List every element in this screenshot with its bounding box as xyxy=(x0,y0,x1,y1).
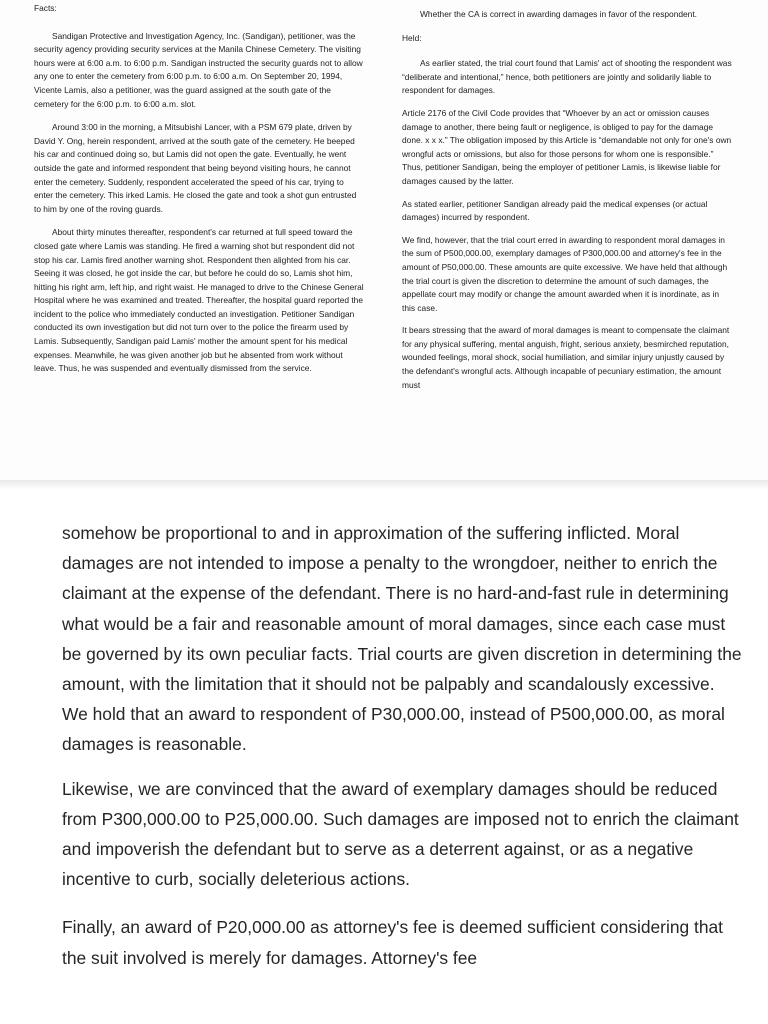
issue-paragraph: Whether the CA is correct in awarding damages in favor of the respondent. xyxy=(420,9,697,19)
page-separator xyxy=(0,480,768,490)
held-paragraph-5: It bears stressing that the award of moral damages is meant to compensate the claimant for any physical suffering, mental anguish, fright, serious anxiety, besmirched reputation, wounded feelings, moral shock, social humiliation, and similar injury unjustly caused by the defendant's wrongful acts. Although incapable of pecuniary estimation, the amount must xyxy=(402,325,730,390)
zoomed-paragraph-3: Finally, an award of P20,000.00 as attorney's fee is deemed sufficient considering that the suit involved is merely for damages. Attorney's fee xyxy=(62,917,724,968)
held-paragraph-1: As earlier stated, the trial court found that Lamis' act of shooting the respondent was “deliberate and intentional,” hence, both petitioners are jointly and solidarily liable to respondent for damages. xyxy=(402,58,732,96)
held-heading: Held: xyxy=(402,32,422,43)
facts-heading: Facts: xyxy=(34,3,57,13)
facts-paragraph-3: About thirty minutes thereafter, respondent's car returned at full speed toward the closed gate where Lamis was standing. He fired a warning shot but respondent did not stop his car. Lamis fired another warning shot. Respondent then alighted from his car. Seeing it was closed, he got inside the car, but before he could do so, Lamis shot him, hitting his right arm, left hip, and right waist. He managed to drive to the Chinese General Hospital where he was examined and treated. Thereafter, the hospital guard reported the incident to the police who immediately conducted an investigation. Petitioner Sandigan conducted its own investigation but did not turn over to the police the firearm used by Lamis. Subsequently, Sandigan paid Lamis' mother the amount spent for his medical expenses. Meanwhile, he was given another job but he absented from work without leave. Thus, he was suspended and eventually dismissed from the service. xyxy=(34,227,364,374)
right-column xyxy=(402,0,732,392)
held-paragraph-3: As stated earlier, petitioner Sandigan already paid the medical expenses (or actual damages) incurred by respondent. xyxy=(402,198,708,223)
left-column xyxy=(34,0,364,376)
zoomed-text-block xyxy=(62,518,742,973)
held-paragraph-2: Article 2176 of the Civil Code provides that “Whoever by an act or omission causes damage to another, there being fault or negligence, is obliged to pay for the damage done. x x x.” The obligation imposed by this Article is “demandable not only for one's own wrongful acts or omissions, but also for those persons for whom one is responsible.” Thus, petitioner Sandigan, being the employer of petitioner Lamis, is likewise liable for damages caused by the latter. xyxy=(402,107,732,186)
zoomed-paragraph-2: Likewise, we are convinced that the award of exemplary damages should be reduced from P300,000.00 to P25,000.00. Such damages are imposed not to enrich the claimant and impoverish the defendant but to serve as a deterrent against, or as a negative incentive to curb, socially deleterious actions. xyxy=(62,778,739,890)
zoomed-paragraph-1: somehow be proportional to and in approximation of the suffering inflicted. Moral damages are not intended to impose a penalty to the wrongdoer, neither to enrich the claimant at the expense of the defendant. There is no hard-and-fast rule in determining what would be a fair and reasonable amount of moral damages, since each case must be governed by its own peculiar facts. Trial courts are given discretion in determining the amount, with the limitation that it should not be palpably and scandalously excessive. We hold that an award to respondent of P30,000.00, instead of P500,000.00, as moral damages is reasonable. xyxy=(62,523,742,755)
facts-paragraph-2: Around 3:00 in the morning, a Mitsubishi Lancer, with a PSM 679 plate, driven by David Y. Ong, herein respondent, arrived at the south gate of the cemetery. He beeped his car and continued doing so, but Lamis did not open the gate. Eventually, he went outside the gate and informed respondent that being beyond visiting hours, he cannot enter the cemetery. Suddenly, respondent accelerated the speed of his car, trying to enter the cemetery. This irked Lamis. He closed the gate and took a shot gun entrusted to him by one of the roving guards. xyxy=(34,122,357,214)
held-paragraph-4: We find, however, that the trial court erred in awarding to respondent moral damages in the sum of P500,000.00, exemplary damages of P300,000.00 and attorney's fee in the amount of P50,000.00. These amounts are quite excessive. We have held that although the trial court is given the discretion to determine the amount of such damages, the appellate court may modify or change the amount awarded when it is inordinate, as in this case. xyxy=(402,234,728,313)
facts-paragraph-1: Sandigan Protective and Investigation Agency, Inc. (Sandigan), petitioner, was the security agency providing security services at the Manila Chinese Cemetery. The visiting hours were at 6:00 a.m. to 6:00 p.m. Sandigan instructed the security guards not to allow any one to enter the cemetery from 6:00 p.m. to 6:00 a.m. On September 20, 1994, Vicente Lamis, also a petitioner, was the guard assigned at the south gate of the cemetery for the 6:00 p.m. to 6:00 a.m. slot. xyxy=(34,30,363,109)
document-page-top xyxy=(0,0,768,480)
